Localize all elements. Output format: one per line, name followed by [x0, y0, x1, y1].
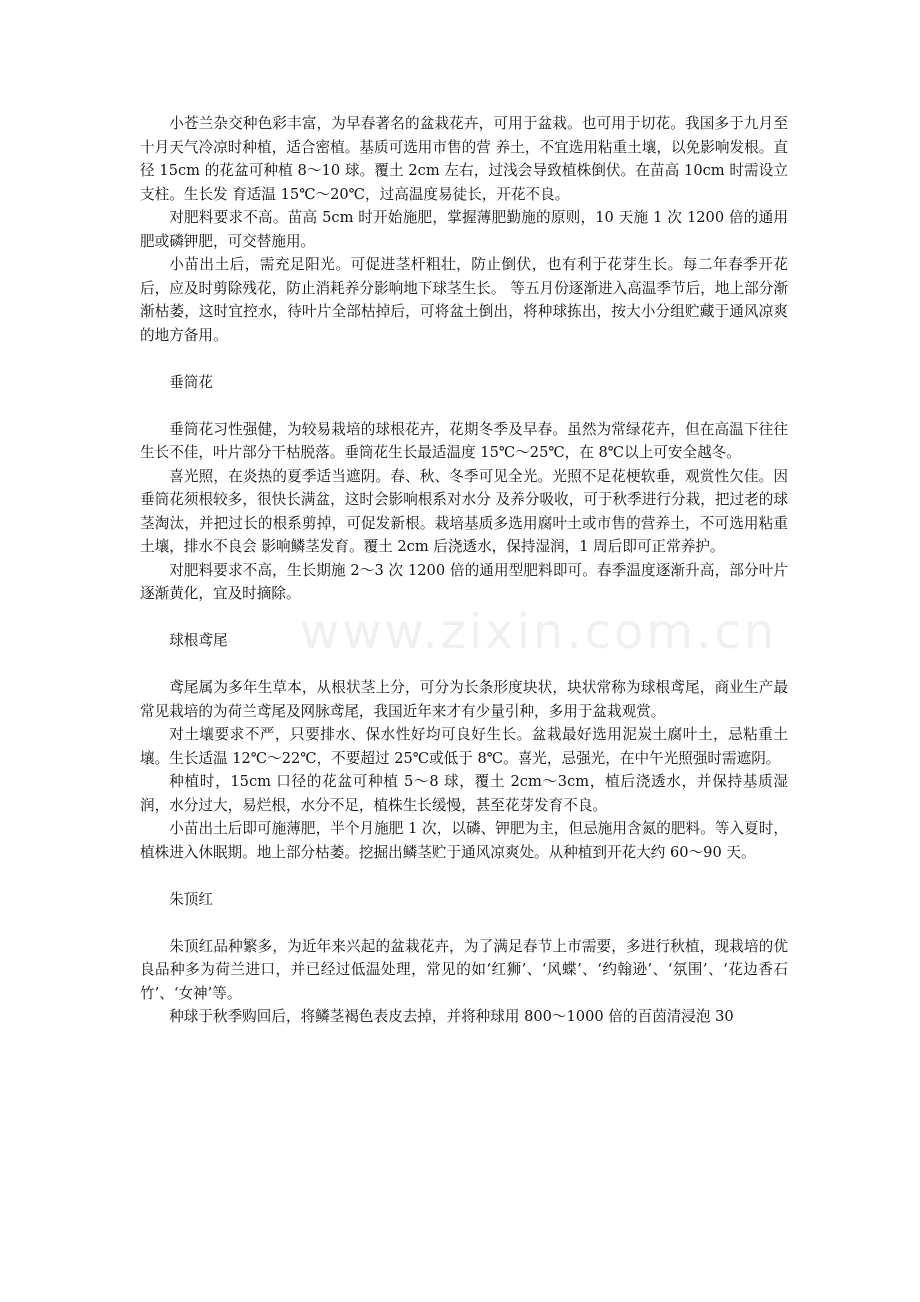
- paragraph: 小苗出土后，需充足阳光。可促进茎杆粗壮，防止倒伏，也有利于花芽生长。每二年春季开花后，应及时剪除残花，防止消耗养分影响地下球茎生长。 等五月份逐渐进入高温季节后，地上部分渐渐枯萎，这时宜控水，待叶片全部枯掉后，可将盆土倒出，将种球拣出，按大小分组贮藏于通风凉爽的地方备用。: [140, 256, 788, 344]
- paragraph: 对肥料要求不高，生长期施 2～3 次 1200 倍的通用型肥料即可。春季温度逐渐升高，部分叶片逐渐黄化，宜及时摘除。: [140, 561, 788, 602]
- section-bulbous-iris: [140, 676, 788, 864]
- paragraph: 小苍兰杂交种色彩丰富，为早春著名的盆栽花卉，可用于盆栽。也可用于切花。我国多于九月至十月天气冷凉时种植，适合密植。基质可选用市售的营 养土，不宜选用粘重土壤，以免影响发根。直径 15cm 的花盆可种植 8～10 球。覆土 2cm 左右，过浅会导致植株倒伏。在苗高 10cm 时需设立支柱。生长发 育适温 15℃～20℃，过高温度易徒长，开花不良。: [140, 115, 788, 203]
- section-cyrtanthus: [140, 418, 788, 606]
- paragraph: 朱顶红品种繁多，为近年来兴起的盆栽花卉，为了满足春节上市需要，多进行秋植，现栽培的优良品种多为荷兰进口，并已经过低温处理，常见的如‘红狮’、‘风蝶’、‘约翰逊’、‘氛围’、‘花边香石竹’、‘女神’等。: [140, 937, 788, 1002]
- watermark: www.zixin.com.cn: [300, 604, 778, 660]
- paragraph: 鸢尾属为多年生草本，从根状茎上分，可分为长条形度块状，块状常称为球根鸢尾，商业生产最常见栽培的为荷兰鸢尾及网脉鸢尾，我国近年来才有少量引种，多用于盆栽观赏。: [140, 679, 788, 720]
- paragraph: 对肥料要求不高。苗高 5cm 时开始施肥，掌握薄肥勤施的原则，10 天施 1 次 1200 倍的通用肥或磷钾肥，可交替施用。: [140, 209, 788, 250]
- paragraph: 垂筒花习性强健，为较易栽培的球根花卉，花期冬季及早春。虽然为常绿花卉，但在高温下往往生长不佳，叶片部分干枯脱落。垂筒花生长最适温度 15℃～25℃，在 8℃以上可安全越冬。: [140, 420, 788, 461]
- section-heading: 球根鸢尾: [169, 632, 228, 649]
- section-heading: 垂筒花: [169, 373, 213, 391]
- paragraph: 种植时，15cm 口径的花盆可种植 5～8 球，覆土 2cm～3cm，植后浇透水，并保持基质湿润，水分过大，易烂根，水分不足，植株生长缓慢，甚至花芽发育不良。: [140, 773, 788, 814]
- section-heading: 朱顶红: [169, 890, 213, 908]
- paragraph: 小苗出土后即可施薄肥，半个月施肥 1 次，以磷、钾肥为主，但忌施用含氮的肥料。等入夏时，植株进入休眠期。地上部分枯萎。挖掘出鳞茎贮于通风凉爽处。从种植到开花大约 60～90 天。: [140, 820, 788, 861]
- document-body: [140, 112, 788, 1029]
- section-amaryllis: [140, 935, 788, 1029]
- paragraph: 喜光照，在炎热的夏季适当遮阴。春、秋、冬季可见全光。光照不足花梗软垂，观赏性欠佳。因垂筒花须根较多，很快长满盆，这时会影响根系对水分 及养分吸收，可于秋季进行分栽，把过老的球茎淘汰，并把过长的根系剪掉，可促发新根。栽培基质多选用腐叶土或市售的营养土，不可选用粘重土壤，排水不良会 影响鳞茎发育。覆土 2cm 后浇透水，保持湿润，1 周后即可正常养护。: [140, 467, 788, 555]
- paragraph: 对土壤要求不严，只要排水、保水性好均可良好生长。盆栽最好选用泥炭土腐叶土，忌粘重土壤。生长适温 12℃～22℃，不要超过 25℃或低于 8℃。喜光，忌强光，在中午光照强时需遮阴。: [140, 726, 788, 767]
- paragraph: 种球于秋季购回后，将鳞茎褐色表皮去掉，并将种球用 800～1000 倍的百茵清浸泡 30: [169, 1008, 734, 1025]
- section-freesia: [140, 112, 788, 347]
